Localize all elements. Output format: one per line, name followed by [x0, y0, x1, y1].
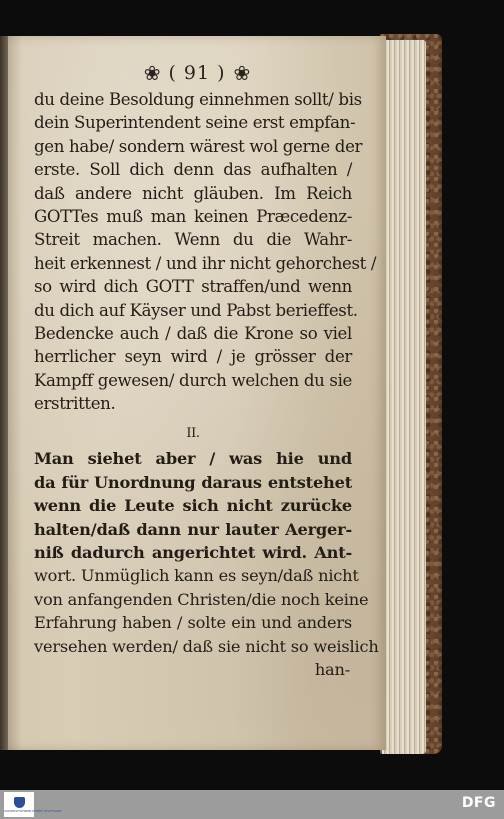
right-ornament-icon: ❀ [233, 61, 251, 85]
text-line: heit erkennest / und ihr nicht gehorchest / [34, 253, 377, 273]
page-edges [382, 40, 426, 754]
book-page [8, 36, 386, 750]
library-crest-icon [14, 797, 25, 808]
page-text [34, 88, 379, 681]
catchword: han- [314, 659, 350, 679]
left-ornament-icon: ❀ [143, 61, 161, 85]
text-line: daß andere nicht gläuben. Im Reich [34, 183, 352, 203]
text-line: wenn die Leute sich nicht zurücke [34, 496, 352, 516]
text-line: du dich auf Käyser und Pabst berieffest. [34, 300, 358, 320]
viewer-footer [0, 790, 504, 819]
text-line: GOTTes muß man keinen Præcedenz- [34, 206, 352, 226]
text-line: Kampff gewesen/ durch welchen du sie [34, 370, 352, 390]
text-line: Erfahrung haben / solte ein und anders [34, 613, 352, 633]
text-line: niß dadurch angerichtet wird. Ant- [34, 543, 352, 563]
text-line: wort. Unmüglich kann es seyn/daß nicht [34, 566, 359, 586]
dfg-logo[interactable]: DFG [461, 795, 496, 811]
text-line: herrlicher seyn wird / je grösser der [34, 347, 352, 367]
text-line: halten/daß dann nur lauter Aerger- [34, 519, 352, 539]
text-line: da für Unordnung daraus entstehet [34, 472, 352, 492]
text-line: erste. Soll dich denn das aufhalten / [34, 160, 352, 180]
text-line: erstritten. [34, 394, 116, 414]
page-header [8, 58, 386, 88]
page-number: ( 91 ) [168, 62, 226, 84]
text-line: du deine Besoldung einnehmen sollt/ bis [34, 90, 362, 109]
text-line: Bedencke auch / daß die Krone so viel [34, 323, 352, 343]
text-line: von anfangenden Christen/die noch keine [34, 589, 369, 609]
text-line: gen habe/ sondern wärest wol gerne der [34, 136, 363, 156]
text-line: Streit machen. Wenn du die Wahr- [34, 230, 352, 250]
library-logo-text: UNIVERSITÄTSBIBLIOTHEK STUTTGART [4, 808, 62, 813]
text-line: dein Superintendent seine erst empfan- [34, 113, 356, 133]
text-line: so wird dich GOTT straffen/und wenn [34, 277, 352, 297]
library-logo[interactable] [4, 792, 62, 817]
paragraph-1 [34, 88, 377, 415]
text-line: versehen werden/ daß sie nicht so weislich [34, 636, 379, 656]
text-line: Man siehet aber / was hie und [34, 449, 352, 469]
paragraph-2 [34, 447, 379, 681]
section-number: II. [186, 426, 200, 442]
